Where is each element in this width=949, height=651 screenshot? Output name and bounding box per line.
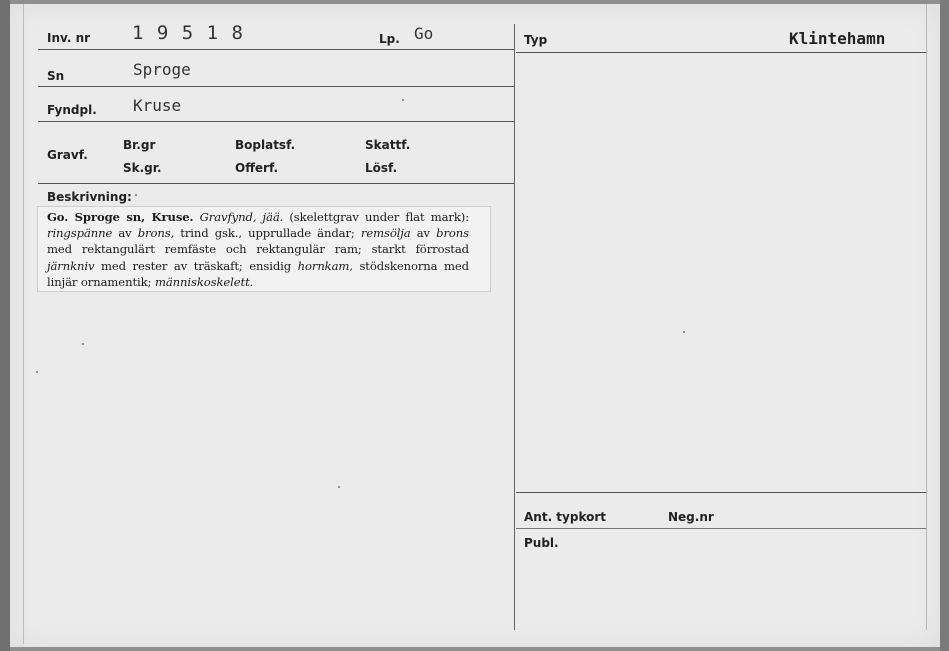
- rule-ant-typkort: [516, 492, 927, 493]
- typ-value: Klintehamn: [789, 29, 886, 48]
- rule-sn: [38, 86, 514, 87]
- losf-label: Lösf.: [365, 161, 398, 175]
- beskrivning-label: Beskrivning:: [47, 190, 132, 204]
- speck: [338, 486, 340, 488]
- inv-nr-label: Inv. nr: [47, 31, 91, 45]
- rule-negnr: [516, 528, 927, 529]
- speck: [135, 194, 137, 196]
- lp-value: Go: [414, 24, 434, 43]
- speck: [402, 99, 404, 101]
- rule-inv: [38, 49, 514, 50]
- typ-label: Typ: [524, 33, 548, 47]
- center-divider: [514, 24, 515, 630]
- lp-label: Lp.: [379, 32, 400, 46]
- ant-typkort-label: Ant. typkort: [524, 510, 607, 524]
- scan-edge-left: [0, 0, 10, 651]
- description-text: Go. Sproge sn, Kruse. Gravfynd, jää. (skelettgrav under flat mark): ringspänne av brons, trind gsk., upprullade ändar; remsölja av brons med rektangulärt remfäste och rektangulär ram; starkt förrostad järnkniv med rester av träskaft; ensidig hornkam, stödskenorna med linjär ornamentik; människoskelett.: [47, 210, 470, 289]
- offerf-label: Offerf.: [235, 161, 279, 175]
- rule-gravf: [38, 183, 514, 184]
- gravf-label: Gravf.: [47, 148, 88, 162]
- speck: [36, 371, 38, 373]
- scan-edge-right: [940, 0, 949, 651]
- boplatsf-label: Boplatsf.: [235, 138, 296, 152]
- speck: [683, 331, 685, 333]
- publ-label: Publ.: [524, 536, 559, 550]
- left-border: [23, 4, 24, 644]
- rule-fyndpl: [38, 121, 514, 122]
- sn-value: Sproge: [133, 60, 191, 79]
- desc-heading: Go. Sproge sn, Kruse.: [47, 210, 194, 224]
- skattf-label: Skattf.: [365, 138, 411, 152]
- fyndpl-label: Fyndpl.: [47, 103, 97, 117]
- inv-nr-value: 1 9 5 1 8: [132, 22, 244, 44]
- rule-typ: [516, 52, 927, 53]
- brgr-label: Br.gr: [123, 138, 156, 152]
- fyndpl-value: Kruse: [133, 96, 182, 115]
- right-border: [926, 4, 927, 630]
- sn-label: Sn: [47, 69, 65, 83]
- speck: [82, 343, 84, 345]
- skgr-label: Sk.gr.: [123, 161, 162, 175]
- negnr-label: Neg.nr: [668, 510, 714, 524]
